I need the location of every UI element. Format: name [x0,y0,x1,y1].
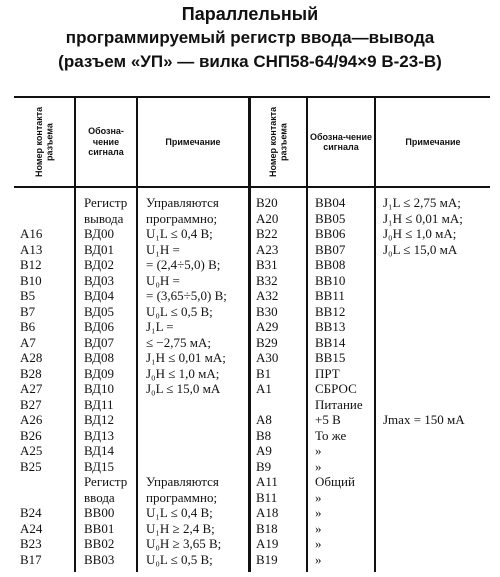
signal-name: » [315,551,322,567]
signal-name: ВД00 [84,226,115,241]
note-text: J₁L = [146,319,174,334]
signal-name: Регистр [84,195,128,210]
signal-name: ВВ00 [84,505,115,520]
signal-name: » [315,443,322,458]
pin-number: B12 [20,257,42,272]
pin-number: A24 [20,520,43,536]
signal-name: ВД12 [84,412,115,427]
pin-number: A7 [20,334,36,350]
pin-number: B5 [20,288,36,303]
signal-name: » [315,536,322,551]
signal-name: ВД06 [84,319,115,334]
header-signal-right-label: Обозна-чение сигнала [309,131,373,152]
pin-number: A23 [256,241,279,257]
note-text: U₁L ≤ 0,4 В; [146,226,213,241]
signal-name: Общий [315,474,355,489]
signal-name: » [315,520,322,536]
signal-name: ВВ06 [315,226,346,241]
pin-number: A26 [20,412,43,427]
pin-number: B6 [20,319,36,334]
pin-number: A30 [256,350,279,365]
pin-number: B29 [256,334,278,350]
signal-name: ВД08 [84,350,115,365]
signal-name: ВВ12 [315,303,346,319]
pin-number: B25 [20,458,42,474]
pin-number: A25 [20,443,43,458]
signal-name: ВД03 [84,272,115,288]
pin-number: B31 [256,257,278,272]
signal-name: ВВ14 [315,334,346,350]
signal-name: ВД09 [84,365,115,381]
pin-number: A1 [256,381,272,396]
pin-number: A18 [256,505,279,520]
pin-number: A32 [256,288,279,303]
signal-name: ВВ07 [315,241,346,257]
signal-name: ВВ11 [315,288,345,303]
pin-number: B19 [256,551,278,567]
pin-number: B23 [20,536,42,551]
pin-number: B30 [256,303,278,319]
pin-number: B28 [20,365,42,381]
page-title: Параллельный [181,4,319,24]
pin-number: A28 [20,350,43,365]
signal-name: ВВ05 [315,210,346,226]
note-text: U₁L ≤ 0,4 В; [146,505,213,520]
pin-number: B22 [256,226,278,241]
pin-number: B11 [256,489,278,505]
signal-name: ВД05 [84,303,115,319]
note-text: U₀L ≤ 0,5 В; [146,551,213,567]
signal-name: вывода [84,210,124,226]
header-signal-left [76,98,136,186]
header-pin-right [251,98,306,186]
signal-name: » [315,505,322,520]
pin-number: A19 [256,536,279,551]
pin-number: A29 [256,319,279,334]
signal-name: ВД10 [84,381,115,396]
header-pin-right-label: Номер контакта разъема [268,106,289,178]
signal-name: ПРТ [315,365,340,381]
header-note-left-label: Примечание [165,136,221,147]
signal-name: СБРОС [315,381,357,396]
signal-name: ВВ08 [315,257,346,272]
note-text: U₀H ≥ 3,65 В; [146,536,222,551]
header-note-right-label: Примечание [405,136,461,147]
signal-name: ВД15 [84,458,115,474]
header-bottom-rule [14,186,490,188]
note-text: ≤ −2,75 мА; [146,334,211,350]
pin-number: A9 [256,443,272,458]
pin-number: A20 [256,210,279,226]
note-text: J₁H ≤ 0,01 мА; [383,210,463,226]
pin-number: B18 [256,520,278,536]
header-note-right [376,98,490,186]
pin-number: B8 [256,427,272,443]
signal-name: ВВ03 [84,551,115,567]
note-text: J₀L ≤ 15,0 мА [146,381,221,396]
note-text: U₁H = [146,241,180,257]
note-text: U₀H = [146,272,180,288]
note-text: J₁H ≤ 0,01 мА; [146,350,226,365]
signal-name: +5 В [315,412,341,427]
pin-number: B1 [256,365,272,381]
power-current-note: Jmax = 150 мА [383,412,465,427]
signal-name: ВВ15 [315,350,346,365]
note-text: J₀H ≤ 1,0 мА; [383,226,457,241]
note-text: U₀L ≤ 0,5 В; [146,303,213,319]
pin-number: B7 [20,303,36,319]
note-text: программно; [146,210,218,226]
signal-name: Регистр [84,474,128,489]
pin-number: B9 [256,458,272,474]
note-text: = (3,65÷5,0) В; [146,288,227,303]
signal-name: ВД11 [84,396,114,412]
pin-number: B26 [20,427,42,443]
signal-name: ВД13 [84,427,115,443]
pin-number: A27 [20,381,43,396]
pin-number: B32 [256,272,278,288]
note-text: J₁L ≤ 2,75 мА; [383,195,461,210]
signal-name: » [315,489,322,505]
signal-name: ВД04 [84,288,115,303]
signal-name: ВВ01 [84,520,115,536]
header-pin-left [14,98,74,186]
note-text: U₁H ≥ 2,4 В; [146,520,215,536]
connector-caption: (разъем «УП» — вилка СНП58-64/94×9 В-23-В) [58,52,442,71]
page-subtitle: программируемый регистр ввода—вывода [65,28,435,47]
signal-name: ВД02 [84,257,115,272]
header-pin-left-label: Номер контакта разъема [33,106,54,178]
signal-name: ВВ04 [315,195,346,210]
note-text: программно; [146,489,218,505]
signal-name: ВВ10 [315,272,346,288]
pin-number: B27 [20,396,42,412]
pin-number: B17 [20,551,42,567]
header-signal-left-label: Обозна-чение сигнала [88,126,124,158]
header-signal-right [308,98,374,186]
signal-name: » [315,458,322,474]
pin-number: B10 [20,272,42,288]
pin-number: B20 [256,195,278,210]
signal-name: ВД01 [84,241,115,257]
note-text: Управляются [146,195,219,210]
signal-name: То же [315,427,347,443]
signal-name: ввода [84,489,115,505]
pin-number: A16 [20,226,43,241]
note-text: J₀L ≤ 15,0 мА [383,241,458,257]
signal-name: ВД07 [84,334,115,350]
signal-name: ВД14 [84,443,115,458]
note-text: = (2,4÷5,0) В; [146,257,221,272]
pin-number: B24 [20,505,42,520]
pin-number: A11 [256,474,278,489]
note-text: Управляются [146,474,219,489]
header-note-left [138,98,248,186]
pin-number: A13 [20,241,43,257]
signal-name: ВВ13 [315,319,346,334]
signal-name: Питание [315,396,363,412]
pin-number: A8 [256,412,272,427]
signal-name: ВВ02 [84,536,115,551]
note-text: J₀H ≤ 1,0 мА; [146,365,220,381]
